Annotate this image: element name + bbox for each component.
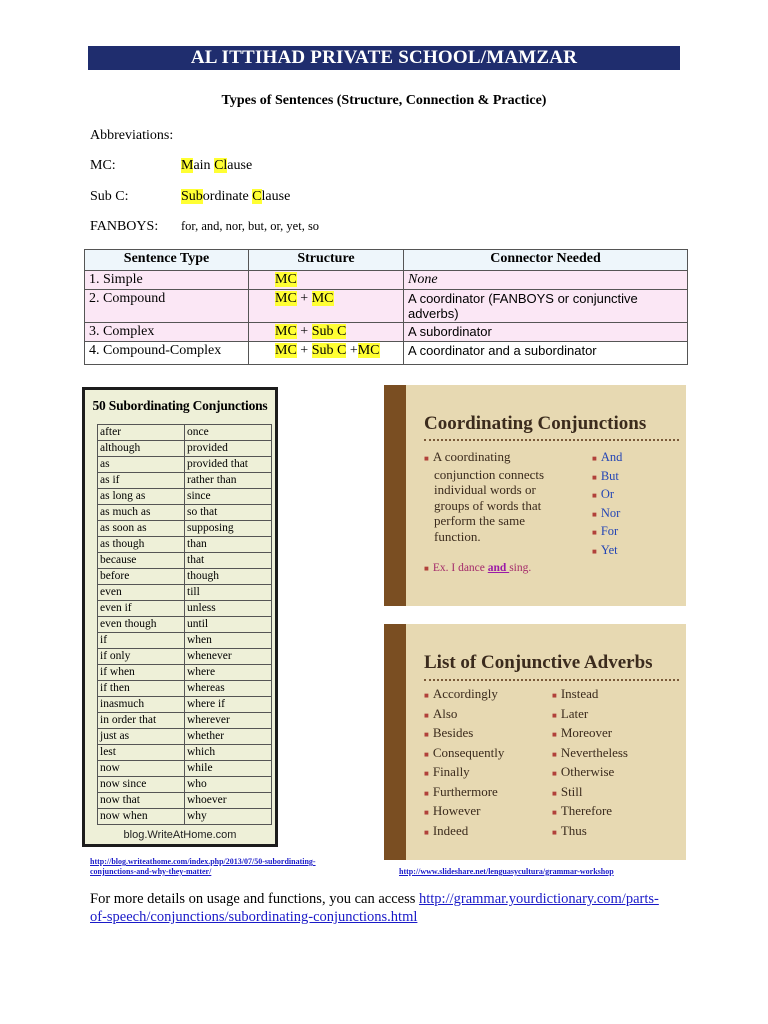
conjunction-cell: although bbox=[98, 441, 185, 457]
table-row bbox=[98, 569, 272, 585]
list-item bbox=[424, 744, 504, 764]
conjunction-cell: who bbox=[185, 777, 272, 793]
conjunction-cell: in order that bbox=[98, 713, 185, 729]
conjunctive-adverbs-slide bbox=[384, 624, 686, 860]
conjunction-cell: supposing bbox=[185, 521, 272, 537]
bullet-icon: ■ bbox=[592, 454, 597, 463]
abbr-text: for, and, nor, but, or, yet, so bbox=[181, 219, 320, 233]
bullet-icon: ■ bbox=[592, 472, 597, 482]
conjunction-cell: provided bbox=[185, 441, 272, 457]
list-item-label: For bbox=[600, 524, 619, 538]
conjunction-cell: once bbox=[185, 425, 272, 441]
bullet-icon: ■ bbox=[424, 454, 429, 463]
conjunction-cell: now since bbox=[98, 777, 185, 793]
list-item bbox=[552, 724, 628, 744]
sentence-type: 1. Simple bbox=[85, 271, 249, 290]
highlight: Sub C bbox=[311, 343, 347, 358]
conjunction-cell: since bbox=[185, 489, 272, 505]
conjunction-cell: where if bbox=[185, 697, 272, 713]
table-row bbox=[98, 633, 272, 649]
table-row bbox=[98, 681, 272, 697]
text-line: conjunction connects bbox=[434, 466, 545, 482]
source-link-1[interactable] bbox=[90, 857, 350, 877]
coordinating-example bbox=[424, 561, 531, 577]
adverbs-right-list bbox=[552, 685, 628, 841]
list-item-label: Nevertheless bbox=[560, 744, 628, 760]
plus: + bbox=[296, 324, 312, 339]
list-item-label: However bbox=[432, 803, 481, 818]
example-text: sing. bbox=[509, 562, 532, 574]
table-row bbox=[98, 649, 272, 665]
bullet-icon: ■ bbox=[592, 528, 597, 537]
divider bbox=[424, 439, 679, 441]
list-item-label: Therefore bbox=[560, 803, 613, 818]
table-row bbox=[98, 473, 272, 489]
school-banner: AL ITTIHAD PRIVATE SCHOOL/MAMZAR bbox=[88, 46, 680, 70]
list-item bbox=[592, 505, 622, 524]
divider bbox=[424, 679, 679, 681]
conjunction-cell: whereas bbox=[185, 681, 272, 697]
conjunction-cell: rather than bbox=[185, 473, 272, 489]
abbr-key: Sub C: bbox=[90, 189, 129, 204]
footer-link[interactable]: http://grammar.yourdictionary.com/parts- bbox=[418, 891, 659, 907]
conjunction-cell: if then bbox=[98, 681, 185, 697]
list-item-label: Furthermore bbox=[432, 783, 498, 799]
highlight: M bbox=[181, 158, 194, 173]
conjunction-cell: whoever bbox=[185, 793, 272, 809]
list-item bbox=[552, 705, 628, 725]
coordinating-description bbox=[424, 449, 584, 544]
list-item bbox=[424, 724, 504, 744]
list-item bbox=[592, 542, 622, 561]
footer-text: For more details on usage and functions, you can access bbox=[90, 891, 419, 907]
list-item bbox=[424, 822, 504, 842]
bullet-icon: ■ bbox=[552, 769, 557, 778]
list-item-label: Moreover bbox=[560, 725, 613, 740]
table-row bbox=[98, 601, 272, 617]
connector: None bbox=[404, 271, 688, 290]
highlight: MC bbox=[275, 272, 297, 287]
list-item-label: Indeed bbox=[432, 822, 469, 838]
list-item-label: Yet bbox=[600, 542, 618, 557]
list-item bbox=[424, 685, 504, 705]
list-item-label: Still bbox=[560, 783, 583, 799]
table-row bbox=[85, 271, 688, 290]
column-header: Structure bbox=[249, 250, 404, 271]
conjunction-cell: than bbox=[185, 537, 272, 553]
table-row bbox=[85, 342, 688, 365]
bullet-icon: ■ bbox=[552, 827, 557, 837]
text-line bbox=[424, 449, 584, 467]
list-item bbox=[592, 486, 622, 505]
table-row bbox=[98, 697, 272, 713]
conjunction-cell: when bbox=[185, 633, 272, 649]
list-item-label: Consequently bbox=[432, 744, 505, 760]
list-item bbox=[552, 783, 628, 803]
coordinating-list bbox=[592, 449, 622, 560]
bullet-icon: ■ bbox=[424, 769, 429, 778]
abbr-key: MC: bbox=[90, 158, 116, 173]
page-subtitle: Types of Sentences (Structure, Connection & Practice) bbox=[221, 93, 547, 108]
highlight: MC bbox=[275, 343, 297, 358]
bullet-icon: ■ bbox=[552, 749, 557, 759]
abbr-subc-row bbox=[90, 189, 290, 205]
list-item bbox=[552, 744, 628, 764]
conjunction-cell: though bbox=[185, 569, 272, 585]
conjunction-cell: provided that bbox=[185, 457, 272, 473]
table-row bbox=[98, 729, 272, 745]
text: A coordinating bbox=[432, 449, 511, 464]
conjunction-cell: as much as bbox=[98, 505, 185, 521]
plus: + bbox=[296, 291, 312, 306]
adverbs-title: List of Conjunctive Adverbs bbox=[424, 652, 653, 673]
conjunction-cell: as bbox=[98, 457, 185, 473]
table-row bbox=[98, 489, 272, 505]
table-row bbox=[85, 290, 688, 323]
text-line: groups of words that bbox=[434, 497, 542, 513]
bullet-icon: ■ bbox=[552, 710, 557, 720]
link-line[interactable]: http://blog.writeathome.com/index.php/2013/07/50-subordinating- bbox=[90, 857, 316, 866]
list-item-label: Later bbox=[560, 705, 589, 721]
list-item-label: Accordingly bbox=[432, 686, 498, 701]
conjunction-cell: if when bbox=[98, 665, 185, 681]
example-text: Ex. I dance bbox=[432, 562, 488, 574]
list-item-label: Finally bbox=[432, 764, 470, 779]
conjunction-cell: why bbox=[185, 809, 272, 825]
abbr-fanboys-row bbox=[90, 219, 319, 235]
table-row bbox=[98, 793, 272, 809]
list-item-label: Also bbox=[432, 705, 458, 721]
list-item bbox=[552, 822, 628, 842]
column-header: Sentence Type bbox=[85, 250, 249, 271]
coordinating-title: Coordinating Conjunctions bbox=[424, 413, 647, 434]
table-row bbox=[98, 777, 272, 793]
highlight: C bbox=[252, 189, 262, 204]
conjunction-cell: whether bbox=[185, 729, 272, 745]
conjunction-cell: even though bbox=[98, 617, 185, 633]
highlight: Sub C bbox=[311, 324, 347, 339]
bullet-icon: ■ bbox=[424, 730, 429, 739]
text-line: individual words or bbox=[434, 482, 536, 497]
conjunction-cell: as though bbox=[98, 537, 185, 553]
link-line[interactable]: conjunctions-and-why-they-matter/ bbox=[90, 867, 212, 876]
conjunction-cell: unless bbox=[185, 601, 272, 617]
list-item-label: Nor bbox=[600, 505, 621, 520]
conjunction-cell: as long as bbox=[98, 489, 185, 505]
table-row bbox=[98, 665, 272, 681]
structure bbox=[249, 323, 404, 342]
abbreviations-heading: Abbreviations: bbox=[90, 128, 174, 143]
table-row bbox=[98, 457, 272, 473]
table-row bbox=[98, 553, 272, 569]
conjunction-cell: because bbox=[98, 553, 185, 569]
list-item bbox=[552, 802, 628, 822]
conjunction-cell: wherever bbox=[185, 713, 272, 729]
highlight: MC bbox=[311, 291, 334, 306]
list-item bbox=[424, 802, 504, 822]
conjunction-cell: lest bbox=[98, 745, 185, 761]
conjunction-cell: where bbox=[185, 665, 272, 681]
highlight: MC bbox=[357, 343, 380, 358]
conjunction-cell: now bbox=[98, 761, 185, 777]
list-item-label: Thus bbox=[560, 822, 587, 838]
highlight: Cl bbox=[214, 158, 228, 173]
conjunction-cell: even if bbox=[98, 601, 185, 617]
structure bbox=[249, 342, 404, 365]
conjunction-cell: inasmuch bbox=[98, 697, 185, 713]
list-item bbox=[424, 783, 504, 803]
bullet-icon: ■ bbox=[552, 730, 557, 739]
conjunction-cell: now that bbox=[98, 793, 185, 809]
conjunction-cell: so that bbox=[185, 505, 272, 521]
table-row bbox=[98, 809, 272, 825]
plus: + bbox=[296, 343, 312, 358]
list-item bbox=[592, 449, 622, 468]
conjunction-cell: till bbox=[185, 585, 272, 601]
wood-edge bbox=[384, 624, 406, 860]
highlight: Sub bbox=[181, 189, 203, 204]
bullet-icon: ■ bbox=[552, 788, 557, 798]
footer-note bbox=[90, 890, 690, 926]
abbr-text: ordinate bbox=[202, 189, 253, 204]
conjunction-cell: as if bbox=[98, 473, 185, 489]
list-item-label: Or bbox=[600, 487, 615, 501]
list-item-label: Besides bbox=[432, 725, 474, 740]
bullet-icon: ■ bbox=[592, 491, 597, 500]
abbr-text: ain bbox=[193, 158, 215, 173]
abbr-text: lause bbox=[261, 189, 291, 204]
structure bbox=[249, 290, 404, 323]
subordinating-table bbox=[97, 424, 272, 825]
highlight: MC bbox=[275, 324, 297, 339]
table-row bbox=[98, 505, 272, 521]
list-item bbox=[592, 523, 622, 542]
structure bbox=[249, 271, 404, 290]
conjunction-cell: that bbox=[185, 553, 272, 569]
abbr-mc-row bbox=[90, 158, 252, 174]
list-item bbox=[592, 468, 622, 487]
connector: A subordinator bbox=[404, 323, 688, 342]
table-row bbox=[98, 537, 272, 553]
bullet-icon: ■ bbox=[424, 749, 429, 759]
conjunction-cell: until bbox=[185, 617, 272, 633]
conjunction-cell: as soon as bbox=[98, 521, 185, 537]
blog-credit: blog.WriteAtHome.com bbox=[123, 829, 237, 841]
sentence-type: 4. Compound-Complex bbox=[85, 342, 249, 365]
example-bold: and bbox=[487, 562, 510, 574]
column-header: Connector Needed bbox=[404, 250, 688, 271]
table-row bbox=[98, 761, 272, 777]
abbr-key: FANBOYS: bbox=[90, 219, 159, 234]
conjunction-cell: if bbox=[98, 633, 185, 649]
conjunction-cell: now when bbox=[98, 809, 185, 825]
list-item-label: Instead bbox=[560, 686, 599, 701]
bullet-icon: ■ bbox=[424, 827, 429, 837]
coordinating-conjunctions-slide bbox=[384, 385, 686, 606]
table-row bbox=[85, 323, 688, 342]
table-row bbox=[98, 745, 272, 761]
bullet-icon: ■ bbox=[592, 509, 597, 519]
conjunction-cell: while bbox=[185, 761, 272, 777]
list-item-label: And bbox=[600, 450, 623, 464]
list-item bbox=[424, 763, 504, 783]
subordinating-conjunctions-image bbox=[82, 387, 278, 847]
table-header-row bbox=[85, 250, 688, 271]
bullet-icon: ■ bbox=[424, 788, 429, 798]
adverbs-left-list bbox=[424, 685, 504, 841]
wood-edge bbox=[384, 385, 406, 606]
conjunction-cell: after bbox=[98, 425, 185, 441]
text-line: function. bbox=[434, 528, 481, 544]
table-row bbox=[98, 441, 272, 457]
connector: A coordinator (FANBOYS or conjunctive adverbs) bbox=[404, 290, 688, 323]
table-row bbox=[98, 713, 272, 729]
bullet-icon: ■ bbox=[424, 710, 429, 720]
text-line: perform the same bbox=[434, 513, 525, 528]
abbr-text: ause bbox=[227, 158, 253, 173]
subordinating-title: 50 Subordinating Conjunctions bbox=[92, 398, 268, 413]
list-item bbox=[552, 763, 628, 783]
list-item bbox=[424, 705, 504, 725]
conjunction-cell: whenever bbox=[185, 649, 272, 665]
source-link-2[interactable]: http://www.slideshare.net/lenguasycultura/grammar-workshop bbox=[399, 867, 614, 876]
bullet-icon: ■ bbox=[552, 808, 557, 817]
sentence-type: 2. Compound bbox=[85, 290, 249, 323]
footer-link[interactable]: of-speech/conjunctions/subordinating-conjunctions.html bbox=[90, 909, 418, 925]
table-row bbox=[98, 521, 272, 537]
conjunction-cell: even bbox=[98, 585, 185, 601]
bullet-icon: ■ bbox=[592, 546, 597, 556]
conjunction-cell: which bbox=[185, 745, 272, 761]
conjunction-cell: just as bbox=[98, 729, 185, 745]
table-row bbox=[98, 585, 272, 601]
table-row bbox=[98, 617, 272, 633]
sentence-types-table bbox=[84, 249, 688, 365]
conjunction-cell: if only bbox=[98, 649, 185, 665]
list-item bbox=[552, 685, 628, 705]
list-item-label: Otherwise bbox=[560, 764, 615, 779]
plus: + bbox=[346, 343, 358, 358]
table-row bbox=[98, 425, 272, 441]
conjunction-cell: before bbox=[98, 569, 185, 585]
bullet-icon: ■ bbox=[424, 691, 429, 700]
list-item-label: But bbox=[600, 468, 619, 483]
connector: A coordinator and a subordinator bbox=[404, 342, 688, 365]
bullet-icon: ■ bbox=[424, 808, 429, 817]
sentence-type: 3. Complex bbox=[85, 323, 249, 342]
bullet-icon: ■ bbox=[552, 691, 557, 700]
bullet-icon: ■ bbox=[424, 564, 429, 573]
highlight: MC bbox=[275, 291, 297, 306]
